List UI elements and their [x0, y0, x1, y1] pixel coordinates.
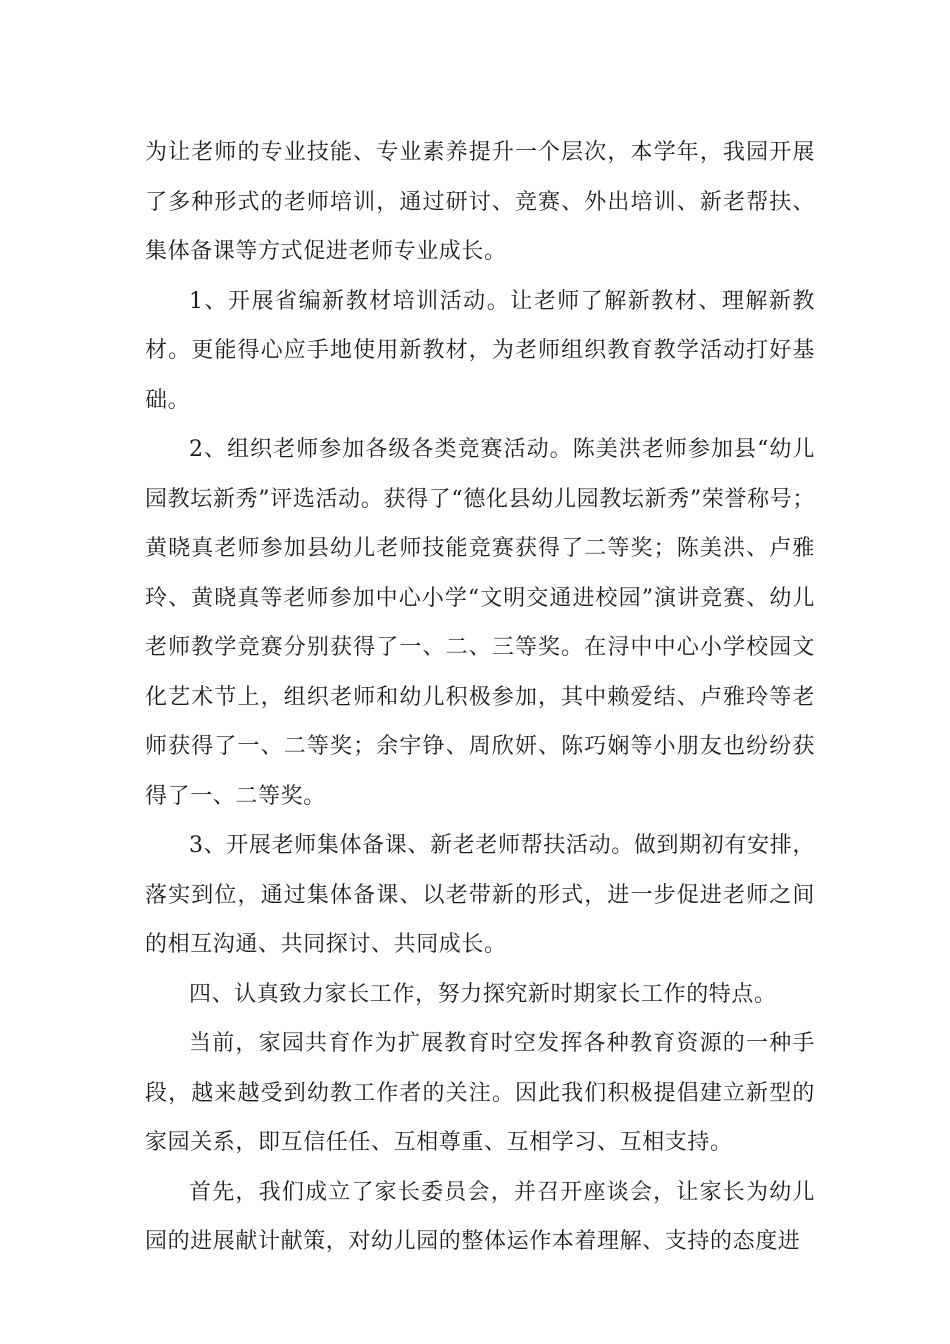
paragraph-item-1: 1、开展省编新教材培训活动。让老师了解新教材、理解新教材。更能得心应手地使用新教材，为老师组织教育教学活动打好基础。 [145, 288, 815, 413]
paragraph-item-2: 2、组织老师参加各级各类竞赛活动。陈美洪老师参加县“幼儿园教坛新秀”评选活动。获得了“德化县幼儿园教坛新秀”荣誉称号；黄晓真老师参加县幼儿老师技能竞赛获得了二等奖；陈美洪、卢雅玲、黄晓真等老师参加中心小学“文明交通进校园”演讲竞赛、幼儿老师教学竞赛分别获得了一、二、三等奖。在浔中中心小学校园文化艺术节上，组织老师和幼儿积极参加，其中赖爱结、卢雅玲等老师获得了一、二等奖；余宇铮、周欣妍、陈巧娴等小朋友也纷纷获得了一、二等奖。 [145, 437, 815, 809]
paragraph-current: 当前，家园共育作为扩展教育时空发挥各种教育资源的一种手段，越来越受到幼教工作者的关注。因此我们积极提倡建立新型的家园关系，即互信任任、互相尊重、互相学习、互相支持。 [145, 1031, 815, 1155]
paragraph-intro: 为让老师的专业技能、专业素养提升一个层次，本学年，我园开展了多种形式的老师培训，通过研讨、竞赛、外出培训、新老帮扶、集体备课等方式促进老师专业成长。 [145, 140, 815, 264]
section-heading-4: 四、认真致力家长工作，努力探究新时期家长工作的特点。 [189, 981, 777, 1007]
paragraph-first: 首先，我们成立了家长委员会，并召开座谈会，让家长为幼儿园的进展献计献策，对幼儿园的整体运作本着理解、支持的态度进 [145, 1179, 815, 1254]
paragraph-item-3: 3、开展老师集体备课、新老老师帮扶活动。做到期初有安排，落实到位，通过集体备课、以老带新的形式，进一步促进老师之间的相互沟通、共同探讨、共同成长。 [145, 833, 815, 957]
document-body [145, 128, 815, 1267]
